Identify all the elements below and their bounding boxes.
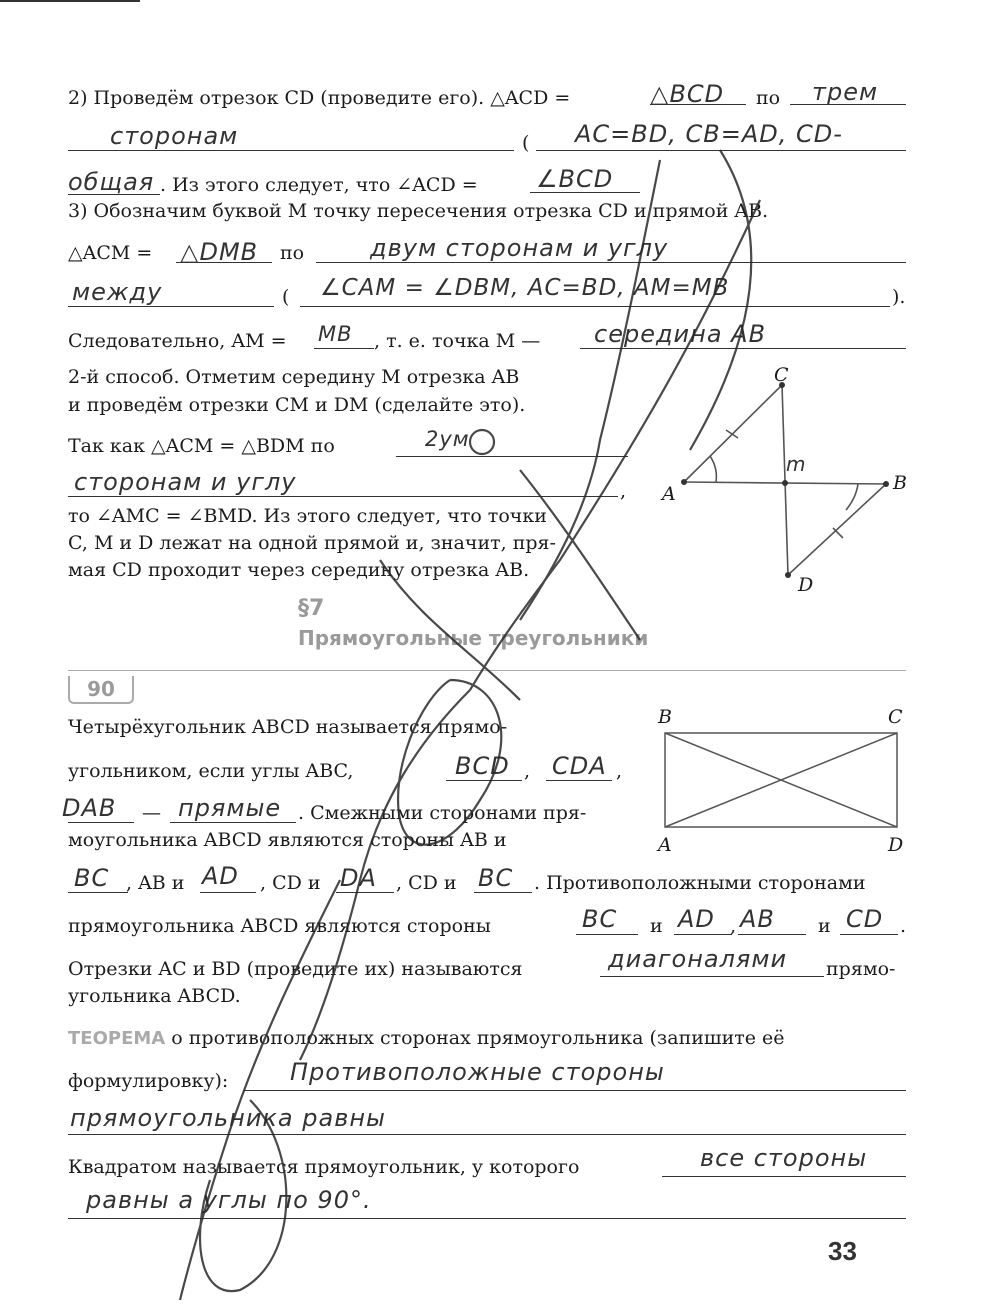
text-line-9: и проведём отрезки CM и DM (сделайте это). xyxy=(68,394,526,416)
section-title: Прямоугольные треугольники xyxy=(298,626,649,650)
text-r5d: . Противоположными сторонами xyxy=(534,872,866,894)
handwritten-answer: равны а углы по 90°. xyxy=(86,1186,372,1214)
theorem-label: ТЕОРЕМА xyxy=(68,1028,166,1049)
text-r5b: , CD и xyxy=(260,872,321,894)
period: . xyxy=(900,915,907,937)
handwritten-answer: △BCD xyxy=(650,80,725,108)
dash: — xyxy=(142,802,161,824)
text-line-3: . Из этого следует, что ∠ACD = xyxy=(160,174,478,196)
handwritten-answer: CD xyxy=(846,905,884,933)
text-r5c: , CD и xyxy=(396,872,457,894)
handwritten-answer: △DMB xyxy=(180,238,259,266)
handwritten-answer: CDA xyxy=(552,752,607,780)
text-line-14: мая CD проходит через середину отрезка AB. xyxy=(68,559,530,581)
handwritten-answer: ∠CAM = ∠DBM, AC=BD, AM=MB xyxy=(320,275,730,301)
scribble-stroke xyxy=(470,200,760,690)
handwritten-answer: Противоположные стороны xyxy=(290,1058,665,1086)
text-r10: формулировку): xyxy=(68,1070,229,1092)
task-number: 90 xyxy=(68,676,134,704)
text-line-12: то ∠AMC = ∠BMD. Из этого следует, что точки xyxy=(68,505,547,527)
handwritten-answer: двум сторонам и углу xyxy=(370,234,669,262)
comma: , xyxy=(524,760,531,782)
text-line-10: Так как △ACM = △BDM по xyxy=(68,435,335,457)
handwritten-answer: BCD xyxy=(455,752,510,780)
handwritten-answer: между xyxy=(72,278,163,306)
comma: , xyxy=(620,480,627,502)
handwritten-answer: 2ум xyxy=(425,427,470,451)
handwritten-answer: ∠BCD xyxy=(536,165,614,193)
handwritten-answer: BC xyxy=(582,905,618,933)
handwritten-answer: прямые xyxy=(178,794,282,822)
scribble-stroke xyxy=(300,690,470,1060)
scribble-stroke xyxy=(520,160,660,620)
text-po: по xyxy=(280,242,305,264)
handwritten-answer: MB xyxy=(318,322,353,346)
handwritten-answer: BC xyxy=(74,864,110,892)
handwritten-answer: трем xyxy=(812,78,879,106)
text-line-7b: , т. е. точка M — xyxy=(374,330,541,352)
label-a: A xyxy=(658,834,672,856)
label-c: C xyxy=(888,706,903,728)
text-line-5a: △ACM = xyxy=(68,242,153,264)
scribble-circle xyxy=(470,430,494,454)
handwritten-answer: середина AB xyxy=(594,320,767,348)
text-line-1: 2) Проведём отрезок CD (проведите его). △ACD = xyxy=(68,87,571,109)
scribble-stroke xyxy=(520,470,640,640)
label-d: D xyxy=(888,834,904,856)
text-line-13: C, M и D лежат на одной прямой и, значит, пря- xyxy=(68,532,556,554)
handwritten-answer: AB xyxy=(740,905,775,933)
text-r5a: , AB и xyxy=(126,872,185,894)
label-b: B xyxy=(658,706,672,728)
handwritten-m: m xyxy=(786,452,807,476)
text-r9: ТЕОРЕМА о противоположных сторонах прямоугольника (запишите её xyxy=(68,1027,785,1049)
section-number: §7 xyxy=(298,596,325,621)
handwritten-answer: AC=BD, CB=AD, CD- xyxy=(575,120,843,148)
text-and: и xyxy=(818,915,831,937)
text-r1: Четырёхугольник ABCD называется прямо- xyxy=(68,716,508,738)
handwritten-answer: сторонам и углу xyxy=(74,468,297,496)
handwritten-answer: диагоналями xyxy=(608,945,788,973)
handwritten-answer: сторонам xyxy=(110,122,239,150)
scribble-stroke xyxy=(200,1100,286,1291)
text-r6a: прямоугольника ABCD являются стороны xyxy=(68,915,491,937)
label-a: A xyxy=(662,483,676,505)
label-d: D xyxy=(798,574,814,596)
text-r8: угольника ABCD. xyxy=(68,985,241,1007)
handwritten-answer: прямоугольника равны xyxy=(70,1104,386,1132)
handwritten-answer: общая xyxy=(68,168,155,196)
label-b: B xyxy=(893,472,907,494)
text-r3b: . Смежными сторонами пря- xyxy=(298,802,587,824)
handwritten-answer: все стороны xyxy=(700,1144,868,1172)
paren-open: ( xyxy=(522,132,530,154)
text-line-4: 3) Обозначим буквой M точку пересечения отрезка CD и прямой AB. xyxy=(68,200,769,222)
handwritten-answer: BC xyxy=(478,864,514,892)
label-c: C xyxy=(774,364,789,386)
text-r2a: угольником, если углы ABC, xyxy=(68,760,354,782)
text-r7a: Отрезки AC и BD (проведите их) называются xyxy=(68,958,523,980)
scribble-stroke xyxy=(690,150,751,450)
handwritten-answer: AD xyxy=(678,905,715,933)
scribble-stroke xyxy=(398,680,501,845)
text-r12: Квадратом называется прямоугольник, у которого xyxy=(68,1156,580,1178)
text-r7b: прямо- xyxy=(826,958,896,980)
text-r4: моугольника ABCD являются стороны AB и xyxy=(68,829,507,851)
paren-open: ( xyxy=(282,286,290,308)
comma: , xyxy=(730,915,737,937)
handwritten-answer: AD xyxy=(202,862,239,890)
paren-close: ). xyxy=(892,286,906,308)
page-number: 33 xyxy=(828,1236,857,1266)
handwritten-answer: DAB xyxy=(62,794,117,822)
scribble-stroke xyxy=(180,880,340,1300)
comma: , xyxy=(616,760,623,782)
text-line-7a: Следовательно, AM = xyxy=(68,330,287,352)
text-po: по xyxy=(756,87,781,109)
handwritten-answer: DA xyxy=(340,864,377,892)
text-line-8: 2-й способ. Отметим середину M отрезка AB xyxy=(68,366,520,388)
text-and: и xyxy=(650,915,663,937)
